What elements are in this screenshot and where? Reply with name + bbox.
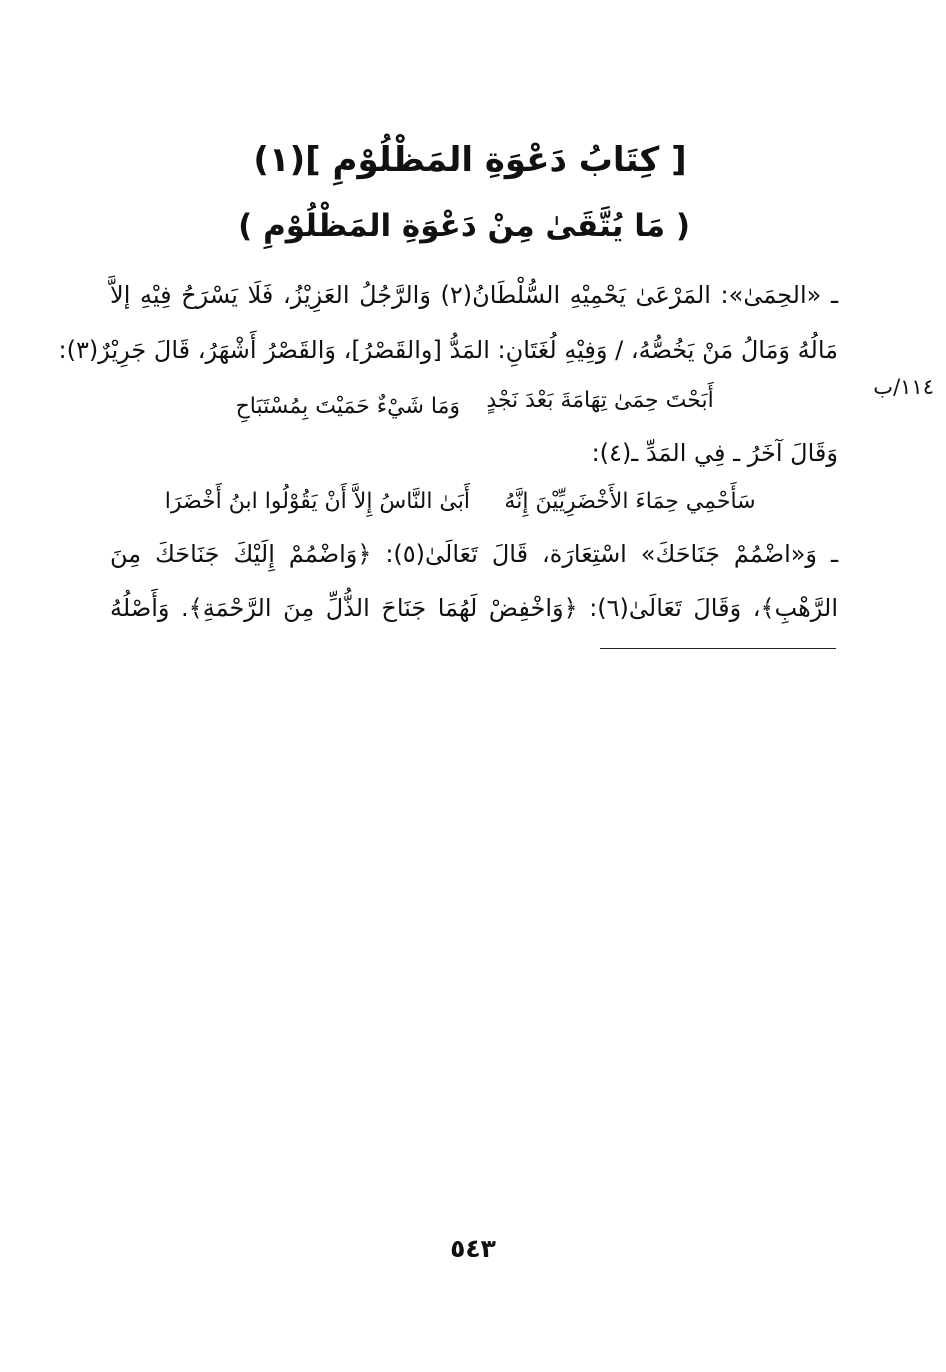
body-line: ـ وَ«اضْمُمْ جَنَاحَكَ» اسْتِعَارَة، قَالَ تَعَالَىٰ(٥): ﴿وَاضْمُمْ إِلَيْكَ جَنَاحَكَ مِنَ <box>110 540 838 568</box>
body-line: مَالُهُ وَمَالُ مَنْ يَخُصُّهُ، / وَفِيْهِ لُغَتَانِ: المَدُّ [والقَصْرُ]، وَالقَصْرُ أَشْهَرُ، قَالَ جَرِيْرٌ(٣): <box>58 336 838 364</box>
chapter-subtitle: ( مَا يُتَّقَىٰ مِنْ دَعْوَةِ المَظْلُوْمِ ) <box>238 208 690 244</box>
verse-second-hemistich: وَمَا شَيْءٌ حَمَيْتَ بِمُسْتَبَاحِ <box>235 394 460 419</box>
verse-first-hemistich: سَأَحْمِي حِمَاءَ الأَخْضَرِيِّيْنَ إِنَّهُ <box>504 489 756 514</box>
body-line: الرَّهْبِ﴾، وَقَالَ تَعَالَىٰ(٦): ﴿وَاخْفِضْ لَهُمَا جَنَاحَ الذُّلِّ مِنَ الرَّحْمَةِ﴾. وَأَصْلُهُ <box>110 594 838 622</box>
verse-first-hemistich: أَبَحْتَ حِمَىٰ تِهَامَةَ بَعْدَ نَجْدٍ <box>486 388 714 413</box>
page-number: ٥٤٣ <box>450 1234 496 1263</box>
chapter-title: [ كِتَابُ دَعْوَةِ المَظْلُوْمِ ](١) <box>253 140 687 180</box>
verse-second-hemistich: أَبَىٰ النَّاسُ إِلاَّ أَنْ يَقُوْلُوا ابنُ أَخْضَرَا <box>164 489 470 514</box>
margin-folio-note: ١١٤/ب <box>873 375 934 399</box>
body-line: وَقَالَ آخَرُ ـ فِي المَدِّ ـ(٤): <box>591 439 838 467</box>
body-line: ـ «الحِمَىٰ»: المَرْعَىٰ يَحْمِيْهِ السُّلْطَانُ(٢) وَالرَّجُلُ العَزِيْزُ، فَلَا يَسْرَحُ فِيْهِ إلاَّ <box>110 281 838 309</box>
footnote-separator <box>600 648 836 649</box>
